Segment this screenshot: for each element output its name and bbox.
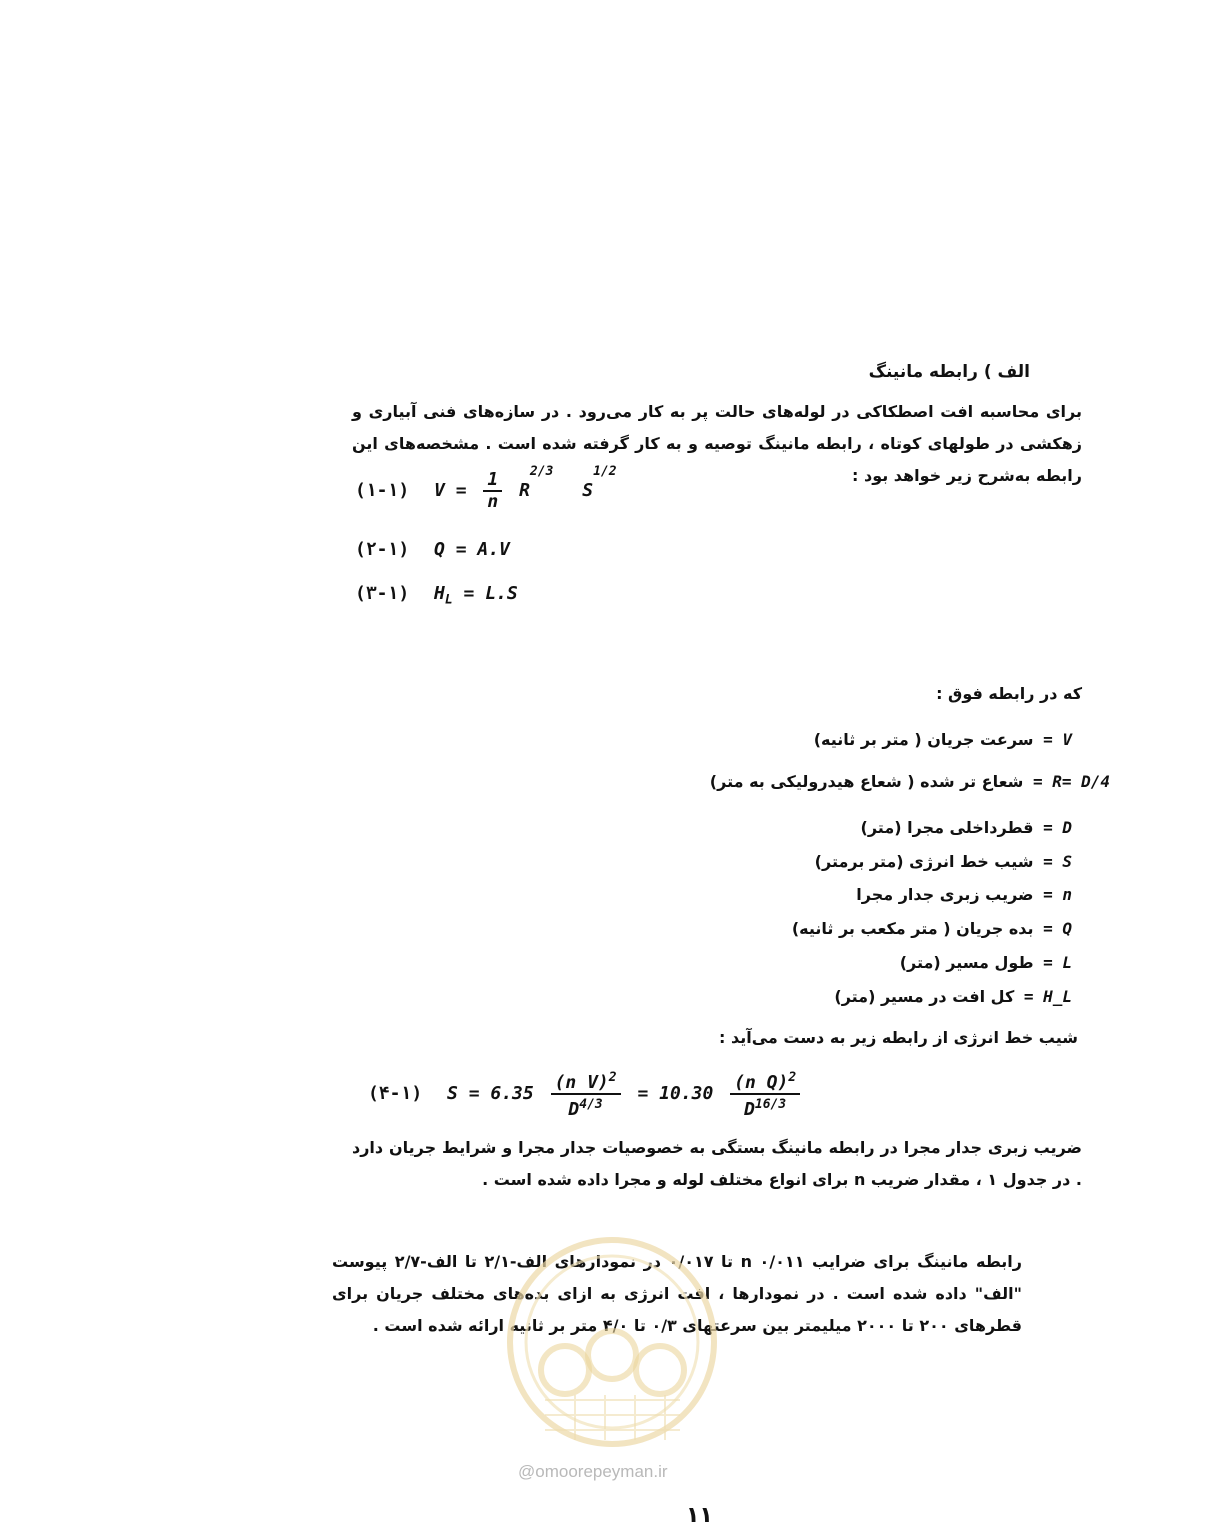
definition-symbol: H_L = [1023,987,1072,1006]
equation-3 [355,583,518,608]
section-heading: الف ) رابطه مانینگ [868,362,1030,382]
definition-text: بده جریان ( متر مکعب بر ثانیه) [791,919,1034,938]
definitions-intro: که در رابطه فوق : [936,684,1082,703]
definition-l [900,953,1072,972]
equation-1-r-exponent: 2/3 [529,464,554,479]
definition-text: کل افت در مسیر (متر) [834,987,1015,1006]
roughness-paragraph: ضریب زبری جدار مجرا در رابطه مانینگ بستگی به خصوصیات جدار مجرا و شرایط جریان دارد . در جدول ۱ ، مقدار ضریب n برای انواع مختلف لوله و مجرا داده شده است . [352,1138,1082,1189]
equation-1-r: R [519,480,530,501]
intro-paragraph: برای محاسبه افت اصطکاکی در لوله‌های حالت پر به کار می‌رود . در سازه‌های فنی آبیاری و زهکشی در طولهای کوتاه ، رابطه مانینگ توصیه و به کار گرفته شده است . مشخصه‌های این رابطه به‌شرح زیر خواهد بود : [352,402,1082,485]
definition-symbol: L = [1043,953,1072,972]
seal-stamp-icon [505,1235,720,1450]
equation-4-fraction-1 [551,1068,621,1120]
equation-1-fraction [483,470,502,512]
definition-symbol: V = [1043,730,1072,749]
definition-q [792,919,1072,938]
definition-n [856,885,1072,904]
definition-text: شیب خط انرژی (متر برمتر) [814,852,1034,871]
equation-1-s: S [582,480,594,501]
equation-3-subscript: L [444,592,453,608]
equation-3-lhs: H [434,583,445,604]
definition-text: سرعت جریان ( متر بر ثانیه) [813,730,1034,749]
watermark-text: @omoorepeyman.ir [518,1462,668,1481]
equation-4-middle: = 10.30 [637,1083,714,1104]
equation-2-body: Q = A.V [434,539,510,560]
fraction-denominator: $D^{4/3}$ [568,1097,603,1120]
equation-1-s-exponent: 1/2 [593,464,617,479]
definition-hl [834,987,1072,1006]
equation-1-number: (۱-۱) [355,480,410,501]
equation-3-number: (۳-۱) [355,583,410,604]
equation-4-fraction-2 [730,1068,800,1120]
fraction-numerator: 1 [483,470,502,492]
definition-text: شعاع تر شده ( شعاع هیدرولیکی به متر) [709,772,1024,791]
definition-symbol: Q = [1043,919,1072,938]
slope-intro: شیب خط انرژی از رابطه زیر به دست می‌آید : [719,1028,1078,1047]
charts-paragraph: رابطه مانینگ برای ضرایب n ۰/۰۱۱ تا ۰/۰۱۷ در نمودارهای الف-۲/۱ تا الف-۲/۷ پیوست "الف" داده شده است . در نمودارها ، افت انرژی به ازای بده‌های مختلف جریان برای قطرهای ۲۰۰ تا ۲۰۰۰ میلیمتر بین سرعتهای ۰/۳ تا ۴/۰ متر بر ثانیه ارائه شده است . [332,1252,1022,1335]
definition-r [710,772,1110,791]
fraction-numerator: (n Q)$^2$ [730,1068,800,1095]
equation-2-number: (۲-۱) [355,539,410,560]
equation-1 [355,464,617,512]
equation-3-rhs: = L.S [463,583,518,604]
definition-v [814,730,1072,749]
fraction-denominator: n [487,491,499,512]
definition-text: قطرداخلی مجرا (متر) [860,818,1034,837]
definition-d [861,818,1072,837]
fraction-numerator: (n V)$^2$ [551,1068,621,1095]
definition-symbol: S = [1043,852,1072,871]
page-number: ۱۱ [686,1503,713,1528]
fraction-denominator: $D^{16/3}$ [744,1097,787,1120]
definition-symbol: R= D/4 = [1032,772,1110,791]
equation-4-lhs: S = 6.35 [447,1083,534,1104]
definition-symbol: n = [1043,885,1072,904]
definition-text: ضریب زبری جدار مجرا [856,885,1034,904]
equation-1-lhs: V = [434,480,467,501]
equation-2 [355,539,510,560]
definition-text: طول مسیر (متر) [899,953,1034,972]
definition-symbol: D = [1043,818,1072,837]
definition-s [815,852,1072,871]
equation-4 [368,1068,806,1120]
equation-4-number: (۴-۱) [368,1083,423,1104]
